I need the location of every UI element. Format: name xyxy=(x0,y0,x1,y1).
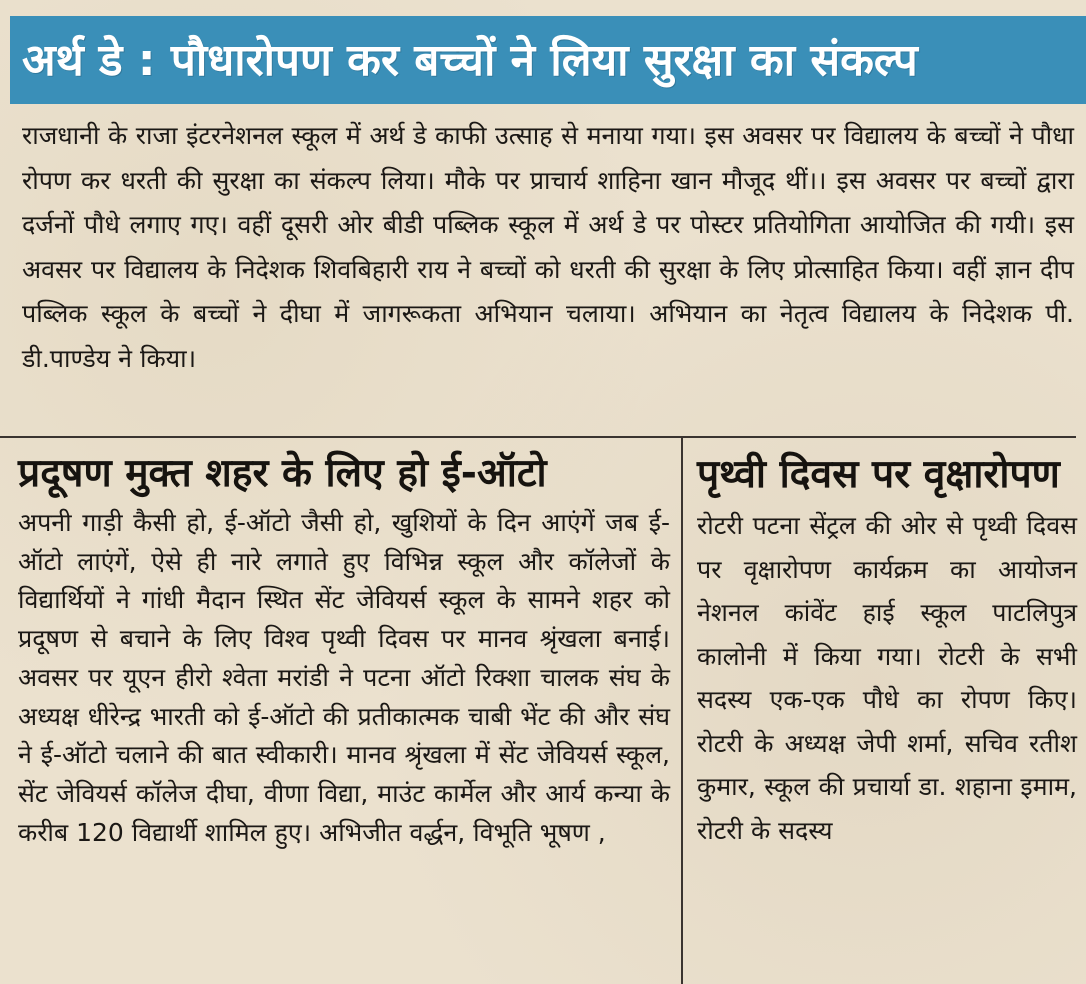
right-article-body: रोटरी पटना सेंट्रल की ओर से पृथ्वी दिवस पर वृक्षारोपण कार्यक्रम का आयोजन नेशनल कांवेंट हाई स्कूल पाटलिपुत्र कालोनी में किया गया। रोटरी के सभी सदस्य एक-एक पौधे का रोपण किए। रोटरी के अध्यक्ष जेपी शर्मा, सचिव रतीश कुमार, स्कूल की प्रचार्या डा. शहाना इमाम, रोटरी के सदस्य xyxy=(697,511,1077,845)
column-divider xyxy=(681,438,683,984)
lead-headline: अर्थ डे : पौधारोपण कर बच्चों ने लिया सुरक्षा का संकल्प xyxy=(22,35,918,86)
left-article-headline: प्रदूषण मुक्त शहर के लिए हो ई-ऑटो xyxy=(18,451,547,496)
left-article xyxy=(18,446,670,852)
right-article-headline: पृथ्वी दिवस पर वृक्षारोपण xyxy=(697,452,1060,497)
left-article-body: अपनी गाड़ी कैसी हो, ई-ऑटो जैसी हो, खुशियों के दिन आएंगें जब ई-ऑटो लाएंगें, ऐसे ही नारे लगाते हुए विभिन्न स्कूल और कॉलेजों के विद्यार्थियों ने गांधी मैदान स्थित सेंट जेवियर्स स्कूल के सामने शहर को प्रदूषण से बचाने के लिए विश्व पृथ्वी दिवस पर मानव श्रृंखला बनाई। अवसर पर यूएन हीरो श्वेता मरांडी ने पटना ऑटो रिक्शा चालक संघ के अध्यक्ष धीरेन्द्र भारती को ई-ऑटो की प्रतीकात्मक चाबी भेंट की और संघ ने ई-ऑटो चलाने की बात स्वीकारी। मानव श्रृंखला में सेंट जेवियर्स स्कूल, सेंट जेवियर्स कॉलेज दीघा, वीणा विद्या, माउंट कार्मेल और आर्य कन्या के करीब 120 विद्यार्थी शामिल हुए। अभिजीत वर्द्धन, विभूति भूषण , xyxy=(18,508,670,847)
lead-article xyxy=(0,104,1086,436)
horizontal-divider xyxy=(0,436,1076,438)
lead-article-body: राजधानी के राजा इंटरनेशनल स्कूल में अर्थ डे काफी उत्साह से मनाया गया। इस अवसर पर विद्यालय के बच्चों ने पौधा रोपण कर धरती की सुरक्षा का संकल्प लिया। मौके पर प्राचार्य शाहिना खान मौजूद थीं।। इस अवसर पर बच्चों द्वारा दर्जनों पौधे लगाए गए। वहीं दूसरी ओर बीडी पब्लिक स्कूल में अर्थ डे पर पोस्टर प्रतियोगिता आयोजित की गयी। इस अवसर पर विद्यालय के निदेशक शिवबिहारी राय ने बच्चों को धरती की सुरक्षा के लिए प्रोत्साहित किया। वहीं ज्ञान दीप पब्लिक स्कूल के बच्चों ने दीघा में जागरूकता अभियान चलाया। अभियान का नेतृत्व विद्यालय के निदेशक पी. डी.पाण्डेय ने किया। xyxy=(22,121,1074,373)
right-article xyxy=(697,446,1077,852)
headline-banner xyxy=(10,16,1086,104)
